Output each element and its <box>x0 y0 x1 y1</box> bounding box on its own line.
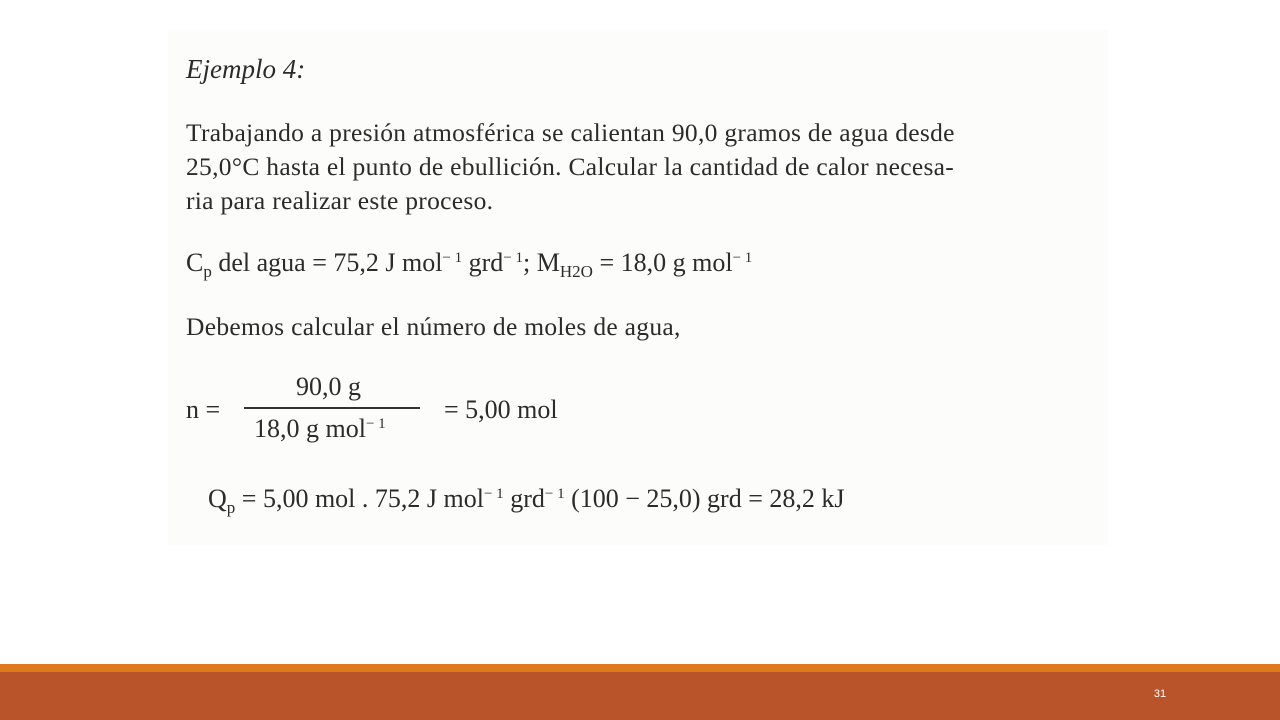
scanned-textbook-image <box>168 30 1108 545</box>
slide-page-number: 31 <box>1153 688 1167 700</box>
qp-result: (100 − 25,0) grd = 28,2 kJ <box>564 484 845 513</box>
footer-bar <box>0 672 1280 720</box>
moles-statement: Debemos calcular el número de moles de agua, <box>186 312 681 341</box>
problem-text-line-1: Trabajando a presión atmosférica se calientan 90,0 gramos de agua desde <box>186 118 955 147</box>
molar-mass-symbol: ; M <box>523 248 560 277</box>
cp-symbol: C <box>186 248 204 277</box>
footer-accent-stripe <box>0 664 1280 672</box>
qp-exponent-2: − 1 <box>544 486 565 502</box>
problem-text-line-3: ria para realizar este proceso. <box>186 186 494 215</box>
denominator-exponent: − 1 <box>365 416 386 432</box>
n-equation-lhs: n = <box>186 395 221 424</box>
molar-mass-exponent: − 1 <box>732 250 753 266</box>
denominator-text: 18,0 g mol <box>254 414 366 443</box>
n-equation-result: = 5,00 mol <box>444 395 558 424</box>
heat-capacity-line <box>186 248 752 282</box>
fraction-denominator <box>254 414 386 444</box>
qp-grd: grd <box>503 484 545 513</box>
molar-mass-subscript: H2O <box>559 262 593 281</box>
cp-subscript: p <box>203 262 212 281</box>
cp-exponent-2: − 1 <box>503 250 524 266</box>
molar-mass-value: = 18,0 g mol <box>592 248 733 277</box>
qp-exponent-1: − 1 <box>483 486 504 502</box>
qp-subscript: p <box>226 498 236 517</box>
qp-text-1: = 5,00 mol . 75,2 J mol <box>235 484 484 513</box>
cp-exponent-1: − 1 <box>442 250 463 266</box>
example-heading: Ejemplo 4: <box>186 54 306 84</box>
cp-text: del agua = 75,2 J mol <box>211 248 443 277</box>
cp-grd: grd <box>462 248 504 277</box>
qp-symbol: Q <box>208 484 227 513</box>
fraction-bar <box>244 407 420 409</box>
heat-equation-line <box>208 484 845 518</box>
fraction-numerator: 90,0 g <box>296 372 361 401</box>
problem-text-line-2: 25,0°C hasta el punto de ebullición. Calcular la cantidad de calor necesa- <box>186 152 955 181</box>
